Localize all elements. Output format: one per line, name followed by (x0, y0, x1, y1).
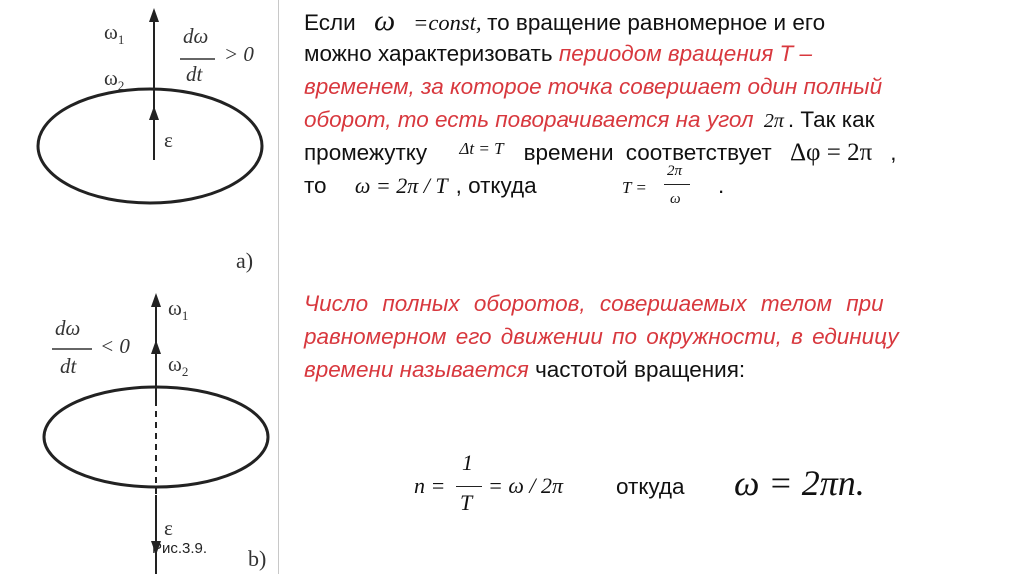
formula-rest: = ω / 2π (488, 473, 564, 498)
figure-a-arrowhead-mid (149, 106, 159, 120)
period-formula-lhs: T = (622, 178, 647, 197)
period-definition: временем, за которое точка совершает один полный (304, 74, 883, 99)
p1-line-4 (304, 103, 1004, 136)
figure-b-label: b) (248, 546, 267, 571)
figure-b-arrowhead-top (151, 293, 161, 307)
figure-caption: Рис.3.9. (152, 540, 208, 557)
figure-a-dw: dω (183, 24, 209, 48)
frequency-definition: Число полных оборотов, совершаемых телом при (304, 291, 884, 316)
figure-a-compare: > 0 (224, 42, 254, 66)
period-formula-denominator: ω (670, 191, 681, 207)
paragraph-period (304, 4, 1004, 207)
figure-b-arrowhead-mid (151, 340, 161, 354)
formula-n: n = (414, 473, 446, 498)
delta-phi-equation: Δφ = 2π (789, 139, 873, 166)
period-formula-numerator: 2π (667, 163, 683, 179)
const-text: =const, (413, 10, 488, 35)
p1-text: , (890, 140, 897, 165)
p1-text: то вращение равномерное и его (487, 10, 826, 35)
column-divider (278, 0, 279, 574)
p1-text: Если (304, 10, 356, 35)
figure-a-label: а) (236, 248, 254, 273)
p1-line-1 (304, 4, 1004, 37)
frequency-term: частотой вращения: (535, 357, 746, 382)
p1-text: . Так как (787, 107, 875, 132)
p1-text: промежутку (304, 140, 428, 165)
figure-a-arrowhead-top (149, 8, 159, 22)
paragraph-frequency (304, 287, 1004, 386)
p1-text: . (718, 173, 725, 198)
formula-numerator: 1 (462, 450, 473, 475)
period-term: периодом вращения Т – (558, 41, 812, 66)
figure-b-diagram (0, 285, 278, 574)
figure-b-dt: dt (60, 354, 77, 378)
delta-t-equation: Δt = T (459, 139, 504, 158)
p1-text: можно характеризовать (304, 41, 559, 66)
p1-line-3 (304, 70, 1004, 103)
frequency-definition: равномерном его движении по окружности, в единицу (304, 324, 899, 349)
figure-b-epsilon: ε (164, 516, 173, 540)
figure-a-circle (38, 89, 262, 203)
frequency-formula (404, 448, 1004, 528)
figure-b-omega2: $\omega_2$ (168, 352, 189, 380)
p1-line-6 (304, 163, 1004, 207)
figure-b-omega1: $\omega_1$ (168, 296, 189, 324)
figure-a-dt: dt (186, 62, 203, 86)
formula-denominator: T (460, 490, 473, 515)
omega-symbol: ω (373, 4, 396, 37)
formula-fraction-bar (456, 486, 482, 487)
p2-line-3 (304, 353, 1004, 386)
omega-frequency-equation: ω = 2πn. (734, 463, 865, 503)
figure-a-epsilon: ε (164, 128, 173, 152)
period-definition: оборот, то есть поворачивается на угол (304, 107, 754, 132)
formula-otkuda: откуда (616, 474, 685, 499)
two-pi: 2π (763, 110, 784, 132)
omega-period-equation: ω = 2π / T (354, 173, 448, 198)
p1-line-5 (304, 136, 1004, 169)
p1-text: времени соответствует (523, 140, 772, 165)
figure-b-dw: dω (55, 316, 81, 340)
figure-a-omega2: $\omega_2$ (104, 66, 125, 94)
figure-a-omega1: $\omega_1$ (104, 20, 125, 48)
figure-b-compare: < 0 (100, 334, 130, 358)
p1-text: то (304, 173, 327, 198)
p1-text: , откуда (455, 173, 537, 198)
frequency-definition: времени называется (304, 357, 536, 382)
p1-line-2 (304, 37, 1004, 70)
